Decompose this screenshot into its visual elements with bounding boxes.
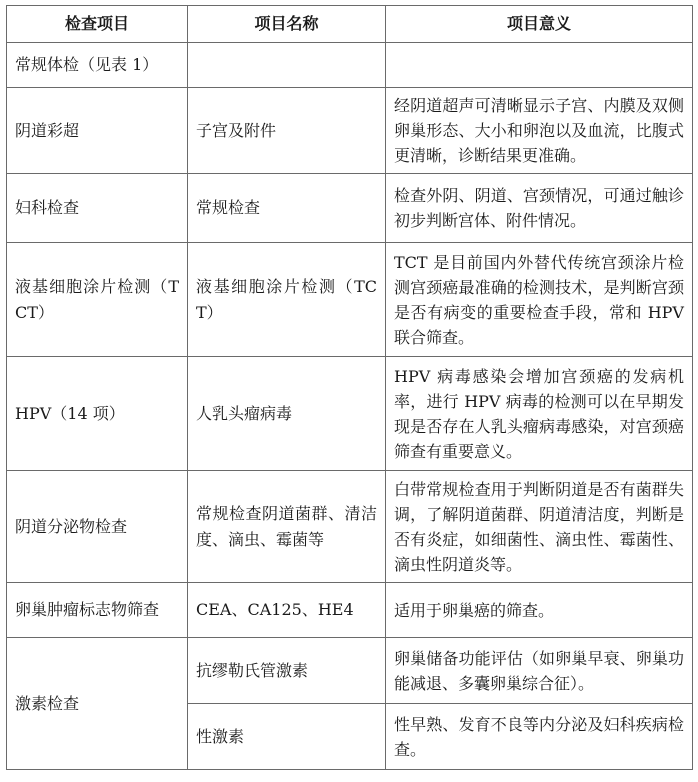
table-row bbox=[7, 583, 693, 638]
table-header-row bbox=[7, 6, 693, 43]
cell-item-meaning bbox=[386, 43, 693, 88]
exam-items-table bbox=[6, 5, 693, 770]
cell-exam-item: HPV（14 项） bbox=[7, 357, 188, 471]
cell-exam-item: 妇科检查 bbox=[7, 174, 188, 243]
cell-item-name: 常规检查阴道菌群、清洁度、滴虫、霉菌等 bbox=[188, 471, 386, 583]
cell-item-meaning: 经阴道超声可清晰显示子宫、内膜及双侧卵巢形态、大小和卵泡以及血流，比腹式更清晰，诊断结果更准确。 bbox=[386, 88, 693, 174]
header-exam-item: 检查项目 bbox=[7, 6, 188, 43]
cell-exam-item: 液基细胞涂片检测（TCT） bbox=[7, 243, 188, 357]
cell-exam-item: 阴道彩超 bbox=[7, 88, 188, 174]
table-row bbox=[7, 88, 693, 174]
table-row bbox=[7, 174, 693, 243]
cell-item-name: 人乳头瘤病毒 bbox=[188, 357, 386, 471]
table-row bbox=[7, 43, 693, 88]
cell-item-name: CEA、CA125、HE4 bbox=[188, 583, 386, 638]
table-row bbox=[7, 357, 693, 471]
cell-item-name: 液基细胞涂片检测（TCT） bbox=[188, 243, 386, 357]
table-row bbox=[7, 471, 693, 583]
cell-item-meaning: 检查外阴、阴道、宫颈情况，可通过触诊初步判断宫体、附件情况。 bbox=[386, 174, 693, 243]
cell-item-meaning: HPV 病毒感染会增加宫颈癌的发病机率，进行 HPV 病毒的检测可以在早期发现是否存在人乳头瘤病毒感染，对宫颈癌筛查有重要意义。 bbox=[386, 357, 693, 471]
cell-exam-item: 激素检查 bbox=[7, 638, 188, 770]
cell-item-name: 性激素 bbox=[188, 704, 386, 770]
cell-item-meaning: 白带常规检查用于判断阴道是否有菌群失调，了解阴道菌群、阴道清洁度，判断是否有炎症，如细菌性、滴虫性、霉菌性、滴虫性阴道炎等。 bbox=[386, 471, 693, 583]
cell-exam-item: 卵巢肿瘤标志物筛查 bbox=[7, 583, 188, 638]
cell-item-name: 子宫及附件 bbox=[188, 88, 386, 174]
cell-item-meaning: 性早熟、发育不良等内分泌及妇科疾病检查。 bbox=[386, 704, 693, 770]
table-row bbox=[7, 638, 693, 704]
header-item-name: 项目名称 bbox=[188, 6, 386, 43]
cell-item-name bbox=[188, 43, 386, 88]
cell-item-name: 抗缪勒氏管激素 bbox=[188, 638, 386, 704]
cell-item-name: 常规检查 bbox=[188, 174, 386, 243]
header-item-meaning: 项目意义 bbox=[386, 6, 693, 43]
table-row bbox=[7, 243, 693, 357]
cell-item-meaning: TCT 是目前国内外替代传统宫颈涂片检测宫颈癌最准确的检测技术，是判断宫颈是否有病变的重要检查手段，常和 HPV 联合筛查。 bbox=[386, 243, 693, 357]
cell-item-meaning: 卵巢储备功能评估（如卵巢早衰、卵巢功能减退、多囊卵巢综合征）。 bbox=[386, 638, 693, 704]
cell-item-meaning: 适用于卵巢癌的筛查。 bbox=[386, 583, 693, 638]
cell-exam-item: 阴道分泌物检查 bbox=[7, 471, 188, 583]
cell-exam-item: 常规体检（见表 1） bbox=[7, 43, 188, 88]
